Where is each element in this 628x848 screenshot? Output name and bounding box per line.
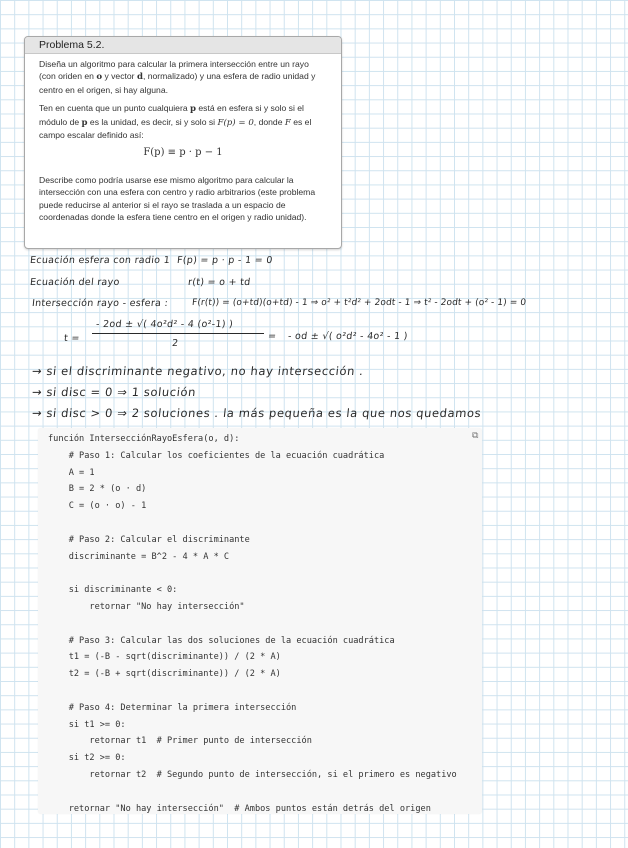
code-line: C = (o · o) - 1 [48, 501, 147, 512]
text-segment: Ten en cuenta que un punto cualquiera [39, 103, 190, 114]
code-line: # Paso 3: Calcular las dos soluciones de la ecuación cuadrática [48, 635, 395, 646]
problem-box [24, 36, 342, 249]
note-quadratic-t: t = [63, 333, 81, 344]
text-segment: es la unidad, es decir, si y solo si [87, 116, 218, 127]
problem-formula: F(p) ≡ p · p − 1 [143, 147, 223, 159]
note-case-zero: → si disc = 0 ⇒ 1 solución [31, 385, 197, 399]
copy-icon[interactable]: ⧉ [472, 430, 479, 440]
note-quadratic-rhs: - od ± √( o²d² - 4o² - 1 ) [287, 331, 409, 342]
code-line: discriminante = B^2 - 4 * A * C [48, 551, 230, 562]
code-line: # Paso 2: Calcular el discriminante [48, 534, 250, 545]
problem-title: Problema 5.2. [25, 37, 341, 54]
text-segment: d [136, 72, 143, 83]
note-quadratic-numerator: - 2od ± √( 4o²d² - 4 (o²-1) ) [95, 319, 234, 330]
note-intersection-label: Intersección rayo - esfera : [31, 298, 169, 309]
code-line: función IntersecciónRayoEsfera(o, d): [48, 434, 240, 444]
note-case-positive: → si disc > 0 ⇒ 2 soluciones . la más pequeña es la que nos quedamos [31, 406, 483, 420]
code-line: si discriminante < 0: [48, 585, 178, 596]
note-ray-equation: r(t) = o + td [187, 277, 252, 288]
text-segment: F(p) = 0 [217, 117, 254, 128]
note-sphere-equation: F(p) = p · p - 1 = 0 [176, 255, 274, 266]
problem-paragraph-3: Describe como podría usarse ese mismo algoritmo para calcular la intersección con una esfera con centro y radio arbitrarios (este problema puede reducirse al anterior si el rayo se traslada a un espacio de coordenadas donde la esfera tiene centro en el origen y radio unidad). [39, 174, 316, 223]
text-segment: y vector [102, 71, 137, 82]
note-quadratic-equals: = [267, 331, 277, 342]
problem-paragraph-2 [39, 102, 327, 141]
code-line: t2 = (-B + sqrt(discriminante)) / (2 * A) [48, 669, 281, 680]
problem-body [25, 54, 341, 223]
code-line: si t1 >= 0: [48, 719, 126, 730]
note-case-negative: → si el discriminante negativo, no hay intersección . [31, 364, 365, 378]
text-segment: p [81, 117, 88, 128]
code-line: retornar "No hay intersección" # Ambos puntos están detrás del origen [48, 803, 431, 814]
note-sphere-label: Ecuación esfera con radio 1 [29, 255, 171, 266]
code-line: # Paso 4: Determinar la primera intersección [48, 702, 297, 713]
code-line: retornar "No hay intersección" [48, 602, 245, 612]
code-line: retornar t2 # Segundo punto de intersección, si el primero es negativo [48, 770, 457, 780]
note-fraction-bar [92, 333, 264, 334]
text-segment: está en esfera si y solo si el módulo de [39, 103, 304, 127]
text-segment: o [96, 72, 103, 83]
code-line: retornar t1 # Primer punto de intersección [48, 736, 312, 747]
problem-paragraph-1 [39, 58, 327, 96]
note-quadratic-denominator: 2 [171, 338, 179, 349]
note-ray-label: Ecuación del rayo [29, 277, 121, 288]
code-line: B = 2 * (o · d) [48, 484, 147, 495]
text-segment: Diseña un algoritmo para calcular la primera intersección entre un rayo (con oriden en [39, 59, 309, 82]
text-segment: p [190, 104, 197, 115]
text-segment: F [284, 117, 291, 128]
code-line: A = 1 [48, 467, 95, 478]
code-line: # Paso 1: Calcular los coeficientes de la ecuación cuadrática [48, 450, 385, 461]
text-segment: es el campo escalar definido así: [39, 116, 312, 141]
code-line: t1 = (-B - sqrt(discriminante)) / (2 * A) [48, 652, 281, 663]
text-segment: , normalizado) y una esfera de radio unidad y centro en el origen, si hay alguna. [39, 71, 316, 95]
code-line: si t2 >= 0: [48, 753, 126, 764]
text-segment: , donde [253, 116, 285, 127]
note-intersection-equation: F(r(t)) = (o+td)(o+td) - 1 ⇒ o² + t²d² + 2odt - 1 ⇒ t² - 2odt + (o² - 1) = 0 [191, 298, 527, 308]
